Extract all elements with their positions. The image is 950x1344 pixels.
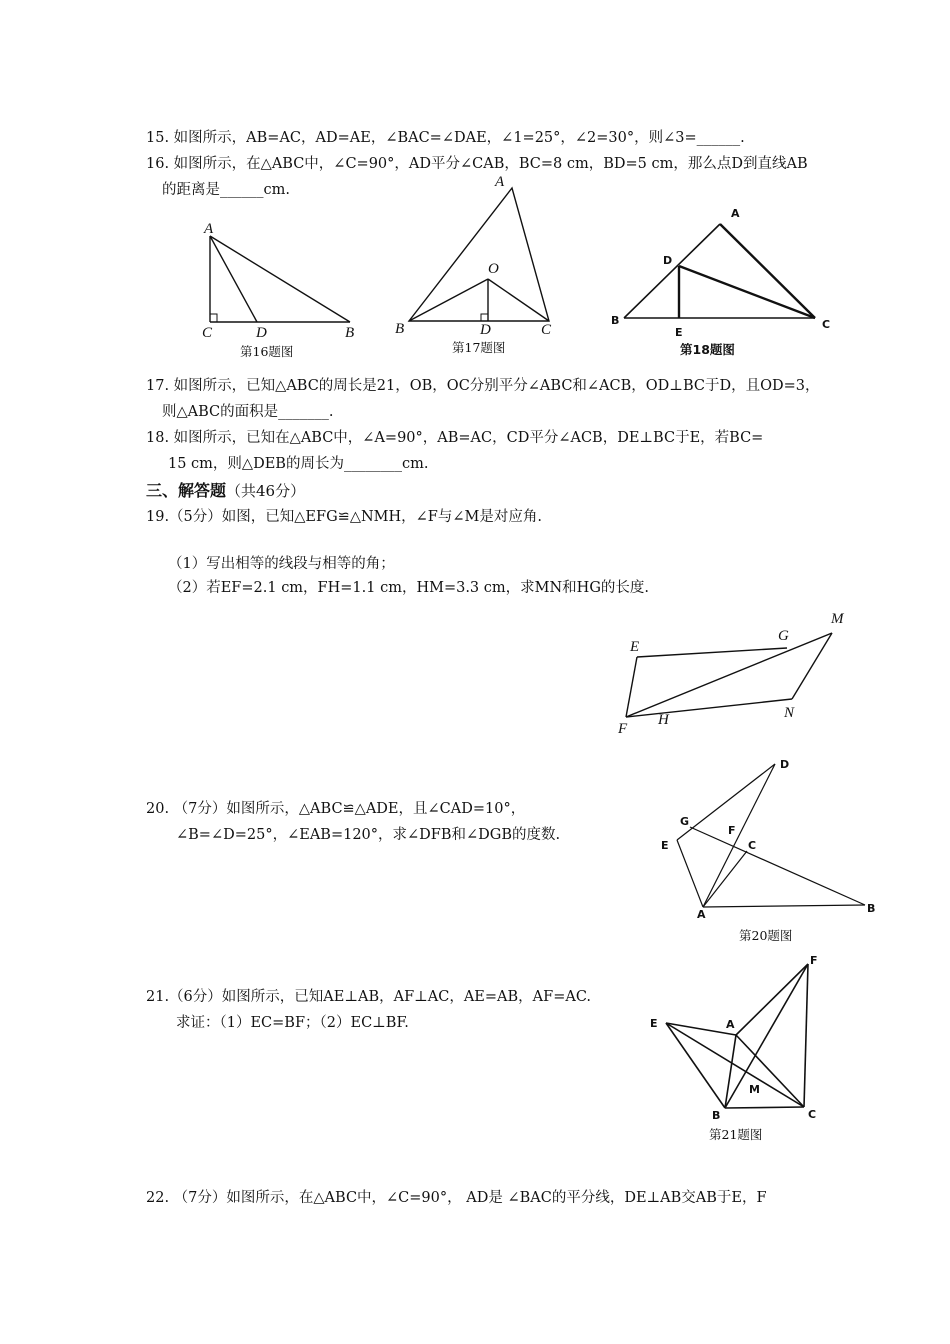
fig20-label-B: B (867, 902, 876, 915)
fig20-label-E: E (661, 839, 669, 852)
fig21-label-A: A (726, 1018, 735, 1031)
fig17-label-B: B (395, 321, 405, 337)
question-21-line1: 21.（6分）如图所示，已知AE⊥AB，AF⊥AC，AE=AB，AF=AC. (146, 989, 592, 1005)
fig20-label-A: A (697, 908, 706, 921)
fig17-label-C: C (541, 322, 552, 338)
question-18-line1: 18. 如图所示，已知在△ABC中，∠A=90°，AB=AC，CD平分∠ACB，DE⊥BC于E，若BC= (146, 430, 764, 446)
question-20-line2: ∠B=∠D=25°，∠EAB=120°，求∠DFB和∠DGB的度数. (176, 827, 561, 843)
fig21-caption: 第21题图 (709, 1127, 763, 1142)
fig21-label-F: F (810, 954, 818, 967)
fig18-label-A: A (731, 207, 740, 220)
fig19-label-G: G (778, 628, 789, 644)
fig20-label-G: G (680, 815, 690, 828)
fig18-caption: 第18题图 (680, 342, 735, 357)
question-19-part1: （1）写出相等的线段与相等的角； (168, 556, 395, 572)
fig16-label-D: D (256, 325, 267, 341)
fig19-label-N: N (784, 705, 795, 721)
fig18-label-E: E (675, 326, 683, 339)
fig21-label-E: E (650, 1017, 658, 1030)
fig16-label-A: A (204, 221, 214, 237)
section-3-heading (146, 478, 305, 501)
fig16-caption: 第16题图 (240, 344, 294, 359)
question-16-line1: 16. 如图所示，在△ABC中，∠C=90°，AD平分∠CAB，BC=8 cm，BD=5 cm，那么点D到直线AB (146, 156, 808, 172)
fig16-label-C: C (202, 325, 213, 341)
fig17-label-O: O (488, 261, 499, 277)
question-15: 15. 如图所示，AB=AC，AD=AE，∠BAC=∠DAE，∠1=25°，∠2=30°，则∠3=______. (146, 130, 745, 146)
fig21-label-B: B (712, 1109, 721, 1122)
fig17-label-A: A (495, 174, 505, 190)
fig17-label-D: D (480, 322, 491, 338)
section-3-title: 三、解答题 (146, 481, 227, 500)
figure-16 (195, 218, 370, 343)
fig21-label-M: M (749, 1083, 760, 1096)
figure-20 (655, 752, 885, 922)
question-18-line2: 15 cm，则△DEB的周长为________cm. (168, 456, 429, 472)
fig16-label-B: B (345, 325, 355, 341)
figure-17 (392, 172, 562, 342)
fig19-label-E: E (630, 639, 640, 655)
question-16-line2: 的距离是______cm. (162, 182, 290, 198)
fig18-label-D: D (663, 254, 673, 267)
fig20-label-D: D (780, 758, 790, 771)
question-17-line2: 则△ABC的面积是_______. (162, 404, 334, 420)
fig19-label-M: M (831, 611, 844, 627)
fig19-label-F: F (618, 721, 628, 737)
question-19-part2: （2）若EF=2.1 cm，FH=1.1 cm，HM=3.3 cm，求MN和HG的长度. (168, 580, 650, 596)
fig18-label-C: C (822, 318, 831, 331)
figure-21 (640, 950, 840, 1125)
question-19: 19.（5分）如图，已知△EFG≌△NMH，∠F与∠M是对应角. (146, 509, 542, 525)
question-17-line1: 17. 如图所示，已知△ABC的周长是21，OB，OC分别平分∠ABC和∠ACB，OD⊥BC于D，且OD=3， (146, 378, 820, 394)
fig20-label-F: F (728, 824, 736, 837)
figure-19 (612, 605, 857, 740)
fig18-label-B: B (611, 314, 620, 327)
fig19-label-H: H (658, 712, 669, 728)
question-21-line2: 求证：（1）EC=BF；（2）EC⊥BF. (176, 1015, 409, 1031)
section-3-points: （共46分） (226, 482, 306, 500)
fig20-caption: 第20题图 (739, 928, 793, 943)
fig17-caption: 第17题图 (452, 340, 506, 355)
question-20-line1: 20. （7分）如图所示，△ABC≌△ADE，且∠CAD=10°， (146, 801, 526, 817)
figure-18 (605, 200, 845, 345)
fig20-label-C: C (748, 839, 757, 852)
fig21-label-C: C (808, 1108, 817, 1121)
question-22: 22. （7分）如图所示，在△ABC中，∠C=90°， AD是 ∠BAC的平分线，DE⊥AB交AB于E，F (146, 1190, 767, 1206)
